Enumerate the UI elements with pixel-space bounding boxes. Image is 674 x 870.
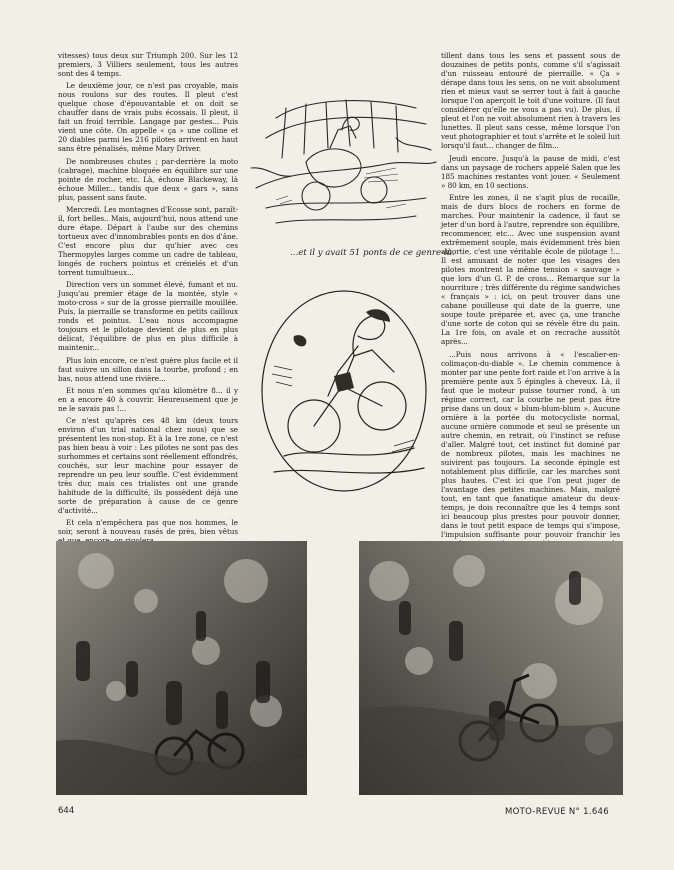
photo-left-image xyxy=(56,541,307,795)
paragraph: vitesses) tous deux sur Triumph 200. Sur les 12 premiers, 3 Villiers seulement, tous les autres sont des 4 temps. xyxy=(58,51,238,79)
sketch-caption: ...et il y avait 51 ponts de ce genre-là. xyxy=(290,248,455,258)
paragraph: Direction vers un sommet élevé, fumant et nu. Jusqu'au premier étage de la montée, style « moto-cross » sur de la grosse pierraille mouillée. Puis, la pierraille se transforme en petits cailloux ronds et pointus. L'eau nous accompagne toujours et le pilotage devient de plus en plus délicat, l'équilibre de plus en plus difficile à maintenir... xyxy=(58,280,238,353)
article-column-right xyxy=(441,51,620,539)
trial-photo-left xyxy=(56,541,307,795)
paragraph: Mercredi. Les montagnes d'Ecosse sont, paraît-il, fort belles.. Mais, aujourd'hui, nous attend une dure étape. Départ à l'aube sur des chemins tortueux avec d'innombrables ponts en dos d'âne. C'est encore plus dur qu'hier avec ces Thermopyles larges comme un cadre de tableau, longés de rochers pointus et crénelés et d'un torrent tumultueux... xyxy=(58,204,238,278)
magazine-footer: MOTO-REVUE N° 1.646 xyxy=(505,807,609,817)
paragraph: Plus loin encore, ce n'est guère plus facile et il faut suivre un sillon dans la tourbe, profond ; en bas, nous attend une rivière... xyxy=(58,355,238,383)
paragraph: tillent dans tous les sens et passent sous de douzaines de petits ponts, comme s'il s'agissait d'un ruisseau entouré de pierraille. « Ça » dérape dans tous les sens, on ne voit absolument rien et mieux vaut se serrer tout à fait à gauche lorsque l'on aperçoit le toit d'une voiture. (Il faut considérer qu'elle ne vous a pas vu). De plus, il pleut et l'on ne voit absolument rien à travers les lunettes. Il pleut sans cesse, même lorsque l'on veut photographier et tout s'arrête et le soleil luit lorsqu'il faut... changer de film... xyxy=(441,51,620,151)
trial-photo-right xyxy=(359,541,623,795)
paragraph: Ce n'est qu'après ces 48 km (deux tours environ d'un trial national chez nous) que se présentent les non-stop. Et à la 1re zone, ce n'est pas bien beau à voir : Les pilotes ne sont pas des surhommes et certains sont réellement effondrés, couchés, sur leur machine pour essayer de reprendre un peu leur souffle. C'est évidemment très dur, mais ces trialistes ont une grande habitude de la difficulté, ils possèdent déjà une sorte de préparation à cause de ce genre d'activité... xyxy=(58,415,238,516)
paragraph: Entre les zones, il ne s'agit plus de rocaille, mais de durs blocs de rochers en forme de marches. Pour maintenir la cadence, il faut se jeter d'un bord à l'autre, reprendre son équilibre, recommencer, etc... Avec une suspension avant extrêmement souple, mais évidemment très bien amortie, c'est une véritable école de pilotage !... Il est amusant de noter que les visages des pilotes montrent la même tension « sauvage » que lors d'un G. P. de cross... Remarque sur la nourriture ; très différente du régime sandwiches « français » : ici, on peut trouver dans une cabane pouilleuse qui date de la guerre, une soupe toute préparée et, avec ça, une tranche d'une sorte de coton qui se révèle être du pain. La 1re fois, on avale et on recrache aussitôt après... xyxy=(441,192,620,347)
paragraph: Le deuxième jour, ce n'est pas croyable, mais nous roulons sur des routes. Il pleut c'est quelque chose d'épouvantable et on doit se chauffer dans de vrais pubs écossais. Il pleut, il fait un froid terrible. Langage par gestes... Puis vient une côte. On appelle « ça » une colline et 20 diables parmi les 216 pilotes arrivent en haut sans être pénalisés, même Mary Driver. xyxy=(58,81,238,154)
photo-right-image xyxy=(359,541,623,795)
paragraph: Et cela n'empêchera pas que nos hommes, le soir, seront à nouveau rasés de près, bien vêtus xyxy=(58,518,238,537)
bridge-sketch-illustration xyxy=(246,78,442,233)
article-column-left xyxy=(58,51,238,539)
paragraph: Jeudi encore. Jusqu'à la pause de midi, c'est dans un paysage de rochers appelé Salen que les 185 machines restantes vont jouer. « Seulement » 80 km, en 10 sections. xyxy=(441,153,620,190)
page-number: 644 xyxy=(58,806,75,816)
paragraph: ...Puis nous arrivons à « l'escalier-en-colimaçon-du-diable ». Le chemin commence à monter par une pente fort raide et l'on arrive à la première pente aux 5 épingles à cheveux. Là, il faut que le moteur puisse tourner rond, à un régime correct, car la courbe ne peut pas être prise dans un doux « blum-blum-blum ». Aucune ornière à la portée du motocycliste normal, aucune ornière commode et seul se présente un autre chemin, en retrait, où l'instinct se refuse d'aller. Malgré tout, cet instinct fut dominé par de nombreux pilotes, mais les machines ne suivirent pas toujours. La seconde épingle est notablement plus difficile, car les marches sont plus hautes. C'est ici que l'on peut juger de l'avantage des petites machines. Mais, malgré tout, en tant que fanatique amateur du deux-temps, je dois reconnaître que les 4 temps sont ici beaucoup plus prestes pour pouvoir donner, dans le tout petit espace de temps qui s'impose, l'impulsion suffisante pour pouvoir franchir les xyxy=(441,349,620,540)
paragraph: Et nous n'en sommes qu'au kilomètre 8... il y en a encore 40 à couvrir. Heureusement que je ne le savais pas !... xyxy=(58,385,238,413)
rider-sketch-illustration xyxy=(254,276,432,501)
paragraph: De nombreuses chutes ; par-derrière la moto (cabrage), machine bloquée en équilibre sur une pointe de rocher, etc. Là, échoue Blackeway, là échoue Miller... tandis que deux « gars », sans plus, passent sans faute. xyxy=(58,156,238,202)
